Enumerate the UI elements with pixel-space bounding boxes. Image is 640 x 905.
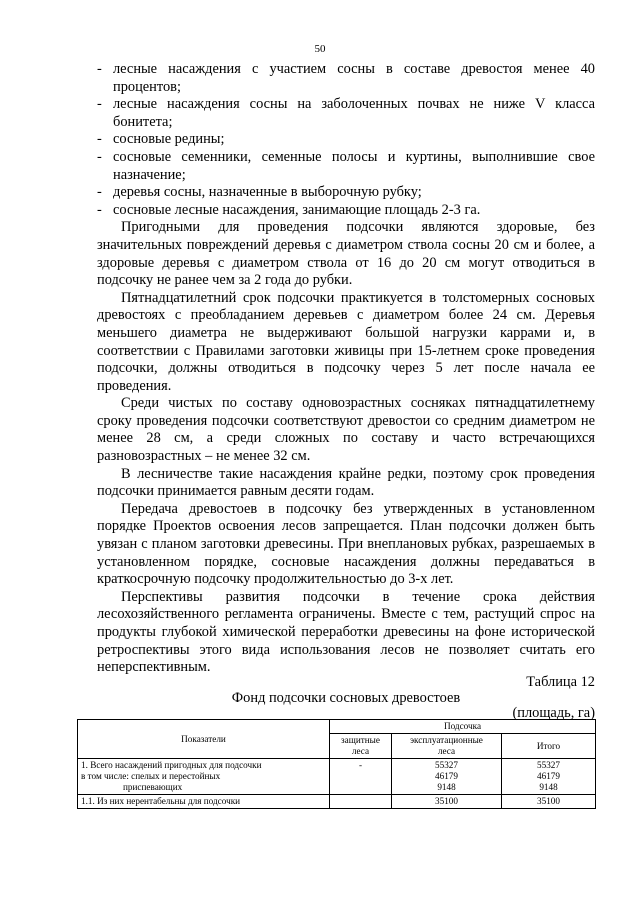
page-number: 50	[314, 43, 326, 55]
paragraph: Среди чистых по составу одновозрастных сосняках пятнадцатилетнему сроку проведения подсочки соответствуют древостои со средним диаметром не менее 28 см, а среди сложных по составу и часто встречающихся разновозрастных – не менее 32 см.	[97, 395, 595, 465]
list-item: - лесные насаждения сосны на заболоченных почвах не ниже V класса бонитета;	[97, 96, 595, 131]
list-item: - сосновые лесные насаждения, занимающие площадь 2-3 га.	[97, 202, 595, 220]
table-row	[78, 759, 596, 795]
body-text	[97, 61, 595, 677]
header-exploitation: эксплуатационные леса	[392, 734, 502, 759]
header-total: Итого	[502, 734, 596, 759]
paragraph: Передача древостоев в подсочку без утвержденных в установленном порядке Проектов освоения лесов запрещается. План подсочки должен быть увязан с планом заготовки древесины. При внеплановых рубках, разрешаемых в установленном порядке, сосновые насаждения должны передаваться в краткосрочную подсочку продолжительностью до 3-х лет.	[97, 500, 595, 588]
list-item: - сосновые редины;	[97, 131, 595, 149]
paragraph: Пятнадцатилетний срок подсочки практикуется в толстомерных сосновых древостоях с преобладанием деревьев с диаметром более 24 см. Деревья меньшего диаметра не выдерживают большой нагрузки каррами и, в соответствии с Правилами заготовки живицы при 15-летнем сроке проведения подсочки, должны отводиться в подсочку через 5 лет после начала ее проведения.	[97, 289, 595, 394]
paragraph: В лесничестве такие насаждения крайне редки, поэтому срок проведения подсочки принимается равным десяти годам.	[97, 465, 595, 500]
cell-protective: -	[330, 759, 392, 795]
list-item: - сосновые семенники, семенные полосы и куртины, выполнившие свое назначение;	[97, 149, 595, 184]
table-title: Фонд подсочки сосновых древостоев	[231, 690, 461, 706]
table-row	[78, 795, 596, 809]
cell-protective	[330, 795, 392, 809]
table-caption: Таблица 12	[526, 674, 595, 690]
list-item: - деревья сосны, назначенные в выборочную рубку;	[97, 184, 595, 202]
cell-exploitation: 55327 46179 9148	[392, 759, 502, 795]
paragraph: Пригодными для проведения подсочки являются здоровые, без значительных повреждений деревья с диаметром ствола сосны 20 см и более, а здоровые деревья с диаметром ствола от 16 до 20 см могут отводиться в подсочку не ранее чем за 2 года до рубки.	[97, 219, 595, 289]
row-label: 1. Всего насаждений пригодных для подсочки в том числе: спелых и перестойных приспевающих	[78, 759, 330, 795]
header-protective: защитные леса	[330, 734, 392, 759]
row-label: 1.1. Из них нерентабельны для подсочки	[78, 795, 330, 809]
header-indicators: Показатели	[78, 720, 330, 759]
bullet-list	[97, 61, 595, 219]
header-group: Подсочка	[330, 720, 596, 734]
table-unit: (площадь, га)	[512, 705, 595, 721]
cell-total: 35100	[502, 795, 596, 809]
list-item: - лесные насаждения с участием сосны в составе древостоя менее 40 процентов;	[97, 61, 595, 96]
table-header-row	[78, 720, 596, 734]
cell-exploitation: 35100	[392, 795, 502, 809]
cell-total: 55327 46179 9148	[502, 759, 596, 795]
fund-table	[77, 719, 596, 809]
paragraph: Перспективы развития подсочки в течение срока действия лесохозяйственного регламента ограничены. Вместе с тем, растущий спрос на продукты глубокой химической переработки древесины на фоне исторической ретроспективы этого вида использования лесов не позволяет считать его неперспективным.	[97, 588, 595, 676]
